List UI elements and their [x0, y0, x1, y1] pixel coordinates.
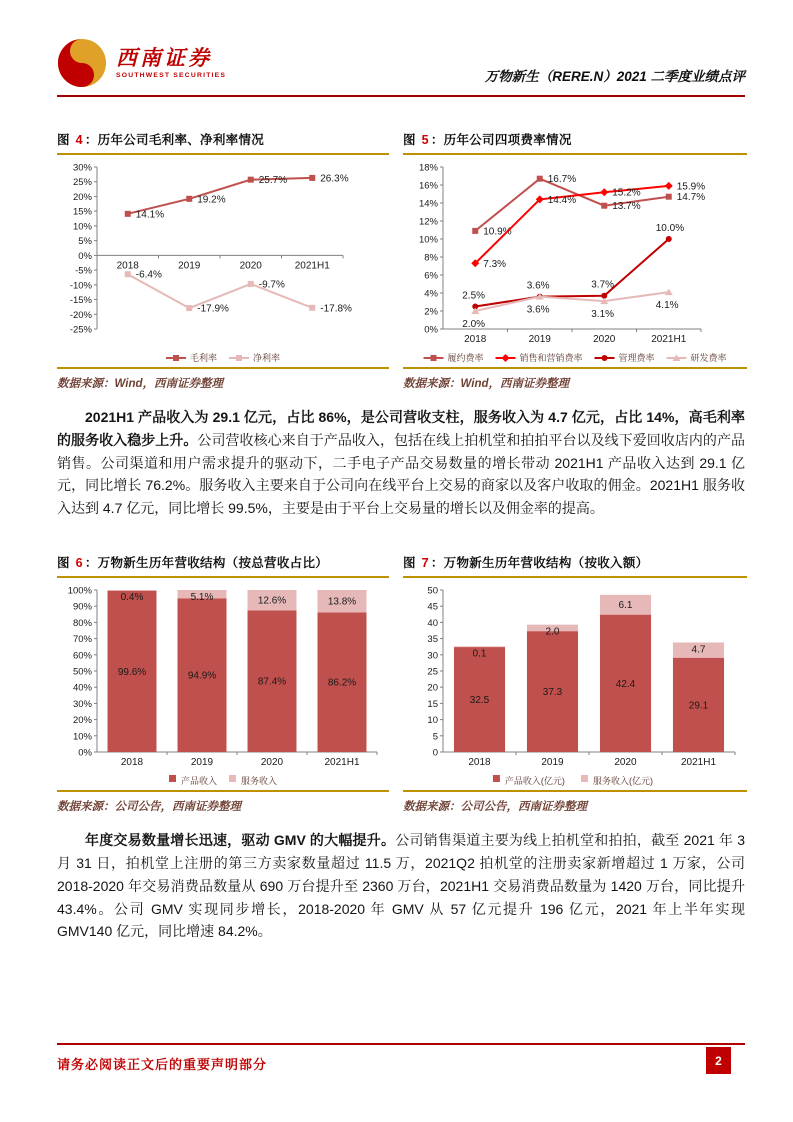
figure-4-block: [57, 130, 389, 391]
svg-text:履约费率: 履约费率: [447, 353, 484, 363]
svg-text:2020: 2020: [593, 334, 616, 345]
svg-text:42.4: 42.4: [615, 678, 636, 690]
svg-text:26.3%: 26.3%: [320, 173, 349, 185]
svg-text:10.0%: 10.0%: [655, 223, 685, 234]
svg-text:12.6%: 12.6%: [257, 595, 287, 607]
figure-4-label: 图: [57, 133, 74, 147]
svg-text:2020: 2020: [239, 260, 262, 272]
svg-text:2018: 2018: [468, 757, 491, 769]
paragraph-gmv-analysis-lead: 年度交易数量增长迅速，驱动 GMV 的大幅提升。: [85, 832, 396, 849]
chart-gross-net-margin: [57, 157, 389, 367]
svg-text:4.1%: 4.1%: [655, 300, 679, 312]
svg-text:0: 0: [432, 747, 438, 759]
svg-text:30: 30: [427, 650, 438, 662]
svg-text:3.7%: 3.7%: [591, 279, 615, 291]
header-rule: [57, 95, 745, 97]
svg-text:16%: 16%: [418, 180, 438, 192]
svg-text:0%: 0%: [78, 250, 92, 262]
svg-text:29.1: 29.1: [688, 700, 709, 712]
page-number-badge: 2: [706, 1047, 731, 1074]
svg-text:2018: 2018: [120, 757, 144, 769]
svg-text:0.4%: 0.4%: [120, 592, 144, 604]
figure-4-caption: ：历年公司毛利率、净利率情况: [84, 133, 265, 147]
svg-text:3.6%: 3.6%: [526, 304, 550, 316]
svg-text:86.2%: 86.2%: [327, 677, 357, 689]
svg-text:16.7%: 16.7%: [547, 174, 577, 186]
figure-6-title: [57, 553, 389, 576]
svg-text:6%: 6%: [424, 270, 438, 282]
svg-text:产品收入(亿元): 产品收入(亿元): [504, 776, 565, 787]
paragraph-revenue-analysis-lead: 2021H1 产品收入为 29.1 亿元，占比 86%，是公司营收支柱，服务收入为 4.7 亿元，占比 14%，高毛利率的服务收入稳步上升。: [57, 409, 745, 448]
figure-6-rule-top: [57, 576, 389, 578]
chart-revenue-mix-value: [403, 580, 747, 790]
figure-7-title: [403, 553, 747, 576]
svg-text:8%: 8%: [424, 252, 438, 264]
report-title: 万物新生（RERE.N）2021 二季度业绩点评: [484, 69, 745, 84]
svg-text:12%: 12%: [418, 216, 438, 228]
figure-7-number: 7: [421, 556, 429, 571]
svg-text:32.5: 32.5: [469, 694, 490, 706]
svg-text:15.9%: 15.9%: [676, 181, 706, 193]
svg-text:2%: 2%: [424, 306, 438, 318]
figure-5-block: [403, 130, 747, 391]
svg-text:10: 10: [427, 715, 438, 727]
svg-text:94.9%: 94.9%: [187, 670, 217, 682]
southwest-securities-logo-icon: [57, 38, 107, 88]
svg-text:19.2%: 19.2%: [197, 194, 226, 206]
page-footer: [57, 1043, 745, 1073]
page-header: [57, 38, 745, 88]
svg-text:13.8%: 13.8%: [327, 596, 357, 608]
figure-7-rule-top: [403, 576, 747, 578]
figure-7-source: 数据来源：公司公告，西南证券整理: [403, 801, 587, 814]
svg-text:15: 15: [427, 698, 438, 710]
svg-text:25.7%: 25.7%: [258, 175, 288, 187]
svg-text:2019: 2019: [528, 334, 551, 345]
figure-4-number: 4: [75, 133, 83, 147]
svg-text:2.0%: 2.0%: [462, 319, 486, 330]
svg-text:-20%: -20%: [69, 309, 92, 321]
svg-text:产品收入: 产品收入: [181, 776, 218, 787]
svg-text:0%: 0%: [424, 324, 438, 336]
svg-text:-17.9%: -17.9%: [197, 303, 229, 315]
svg-text:2018: 2018: [464, 334, 487, 345]
svg-text:-10%: -10%: [69, 280, 92, 292]
svg-text:2018: 2018: [116, 260, 139, 272]
svg-text:18%: 18%: [418, 162, 438, 174]
svg-text:2020: 2020: [260, 757, 284, 769]
brand-name-cn: 西南证券: [116, 46, 212, 70]
figure-7-label: 图: [403, 556, 420, 571]
svg-text:2021H1: 2021H1: [651, 334, 687, 345]
paragraph-revenue-analysis-body: 公司营收核心来自于产品收入，包括在线上拍机堂和拍拍平台以及线下爱回收店内的产品销售。公司渠道和用户需求提升的驱动下，二手电子产品交易数量的增长带动 2021H1 产品收入达到 29.1 亿元，同比增长 76.2%。服务收入主要来自于公司向在线平台上交易的商家以及客户收取的佣金。2021H1 服务收入达到 4.7 亿元，同比增长 99.5%，主要是由于平台上交易量的增长以及佣金率的提高。: [57, 431, 746, 517]
chart-expense-ratios: [403, 157, 747, 367]
figure-6-block: [57, 553, 389, 814]
svg-text:3.1%: 3.1%: [591, 309, 615, 321]
figure-5-source: 数据来源：Wind，西南证券整理: [403, 378, 569, 390]
figure-7-caption: ：万物新生历年营收结构（按收入额）: [430, 556, 649, 571]
svg-text:50: 50: [427, 585, 438, 597]
svg-text:2021H1: 2021H1: [680, 757, 717, 769]
paragraph-gmv-analysis: [57, 829, 745, 943]
svg-text:30%: 30%: [72, 698, 92, 710]
svg-text:90%: 90%: [72, 601, 92, 613]
svg-text:5.1%: 5.1%: [190, 592, 214, 604]
svg-text:-6.4%: -6.4%: [135, 269, 162, 281]
svg-text:4%: 4%: [424, 288, 438, 300]
figure-5-label: 图: [403, 133, 420, 147]
paragraph-gmv-analysis-body: 公司销售渠道主要为线上拍机堂和拍拍，截至 2021 年 3 月 31 日，拍机堂上注册的第三方卖家数量超过 11.5 万，2021Q2 拍机堂的注册卖家新增超过 1 万家，公司 2018-2020 年交易消费品数量从 690 万台提升至 2360 万台，2021H1 交易消费品数量为 1420 万台，同比提升 43.4%。公司 GMV 实现同步增长，2018-2020 年 GMV 从 57 亿元提升 196 亿元，2021 年上半年实现 GMV140 亿元，同比增速 84.2%。: [57, 832, 745, 940]
svg-text:6.1: 6.1: [618, 600, 633, 612]
svg-text:2.0: 2.0: [545, 626, 560, 638]
svg-text:毛利率: 毛利率: [190, 353, 218, 363]
svg-text:35: 35: [427, 634, 438, 646]
svg-text:研发费率: 研发费率: [690, 353, 727, 363]
svg-text:-25%: -25%: [69, 324, 92, 336]
figure-5-number: 5: [421, 133, 429, 147]
svg-text:2021H1: 2021H1: [324, 757, 360, 769]
figure-4-rule-top: [57, 153, 389, 155]
svg-text:70%: 70%: [72, 634, 92, 646]
svg-text:100%: 100%: [67, 585, 92, 597]
figure-4-source: 数据来源：Wind，西南证券整理: [57, 378, 223, 390]
svg-text:2019: 2019: [541, 757, 564, 769]
chart-revenue-mix-percent: [57, 580, 389, 790]
brand-name-en: SOUTHWEST SECURITIES: [116, 72, 227, 80]
svg-text:60%: 60%: [72, 650, 92, 662]
svg-text:4.7: 4.7: [691, 644, 706, 656]
svg-text:50%: 50%: [72, 666, 92, 678]
svg-text:-15%: -15%: [69, 295, 92, 307]
figure-6-source: 数据来源：公司公告，西南证券整理: [57, 801, 241, 814]
svg-text:5: 5: [432, 731, 438, 743]
svg-text:40: 40: [427, 617, 438, 629]
paragraph-revenue-analysis: [57, 406, 745, 520]
figure-6-number: 6: [75, 556, 83, 571]
brand-logo: [57, 38, 226, 88]
svg-text:20: 20: [427, 682, 438, 694]
figure-5-title: [403, 130, 747, 153]
svg-text:服务收入: 服务收入: [241, 776, 278, 787]
svg-text:10%: 10%: [72, 731, 92, 743]
figure-5-rule-top: [403, 153, 747, 155]
svg-text:2.5%: 2.5%: [462, 290, 486, 302]
svg-text:30%: 30%: [72, 162, 92, 174]
svg-text:99.6%: 99.6%: [117, 666, 147, 678]
svg-text:14.7%: 14.7%: [676, 192, 706, 204]
footer-rule: [57, 1043, 745, 1045]
svg-text:5%: 5%: [78, 236, 92, 248]
svg-text:3.6%: 3.6%: [526, 280, 550, 292]
figure-row-1: [57, 130, 745, 391]
svg-text:20%: 20%: [72, 715, 92, 727]
svg-text:87.4%: 87.4%: [257, 676, 287, 688]
svg-text:-5%: -5%: [75, 265, 92, 277]
footer-disclaimer: 请务必阅读正文后的重要声明部分: [57, 1057, 268, 1072]
svg-text:13.7%: 13.7%: [612, 201, 641, 213]
svg-text:25%: 25%: [72, 177, 92, 189]
svg-text:20%: 20%: [72, 191, 92, 203]
svg-text:-17.8%: -17.8%: [320, 303, 352, 315]
figure-7-block: [403, 553, 747, 814]
figure-6-label: 图: [57, 556, 74, 571]
svg-text:2019: 2019: [178, 260, 201, 272]
svg-text:2021H1: 2021H1: [294, 260, 330, 272]
svg-text:14.4%: 14.4%: [547, 194, 577, 206]
brand-text: [116, 47, 226, 79]
svg-text:-9.7%: -9.7%: [258, 279, 285, 291]
svg-text:10%: 10%: [72, 221, 92, 233]
svg-text:销售和营销费率: 销售和营销费率: [519, 353, 583, 363]
svg-text:服务收入(亿元): 服务收入(亿元): [593, 776, 653, 787]
svg-text:2019: 2019: [190, 757, 214, 769]
figure-4-title: [57, 130, 389, 153]
figure-5-caption: ：历年公司四项费率情况: [430, 133, 572, 147]
svg-text:2020: 2020: [614, 757, 637, 769]
svg-text:7.3%: 7.3%: [483, 258, 507, 270]
svg-text:14.1%: 14.1%: [135, 209, 165, 221]
svg-text:80%: 80%: [72, 617, 92, 629]
svg-text:25: 25: [427, 666, 438, 678]
svg-text:10.9%: 10.9%: [483, 226, 512, 238]
svg-text:0%: 0%: [78, 747, 92, 759]
svg-text:净利率: 净利率: [253, 353, 281, 363]
figure-row-2: [57, 553, 745, 814]
svg-text:15.2%: 15.2%: [612, 187, 641, 199]
svg-text:10%: 10%: [418, 234, 438, 246]
svg-text:14%: 14%: [418, 198, 438, 210]
svg-text:45: 45: [427, 601, 438, 613]
svg-text:管理费率: 管理费率: [618, 353, 655, 363]
svg-text:0.1: 0.1: [472, 648, 487, 660]
figure-6-caption: ：万物新生历年营收结构（按总营收占比）: [84, 556, 329, 571]
svg-text:37.3: 37.3: [542, 687, 563, 699]
svg-text:15%: 15%: [72, 206, 92, 218]
svg-text:40%: 40%: [72, 682, 92, 694]
